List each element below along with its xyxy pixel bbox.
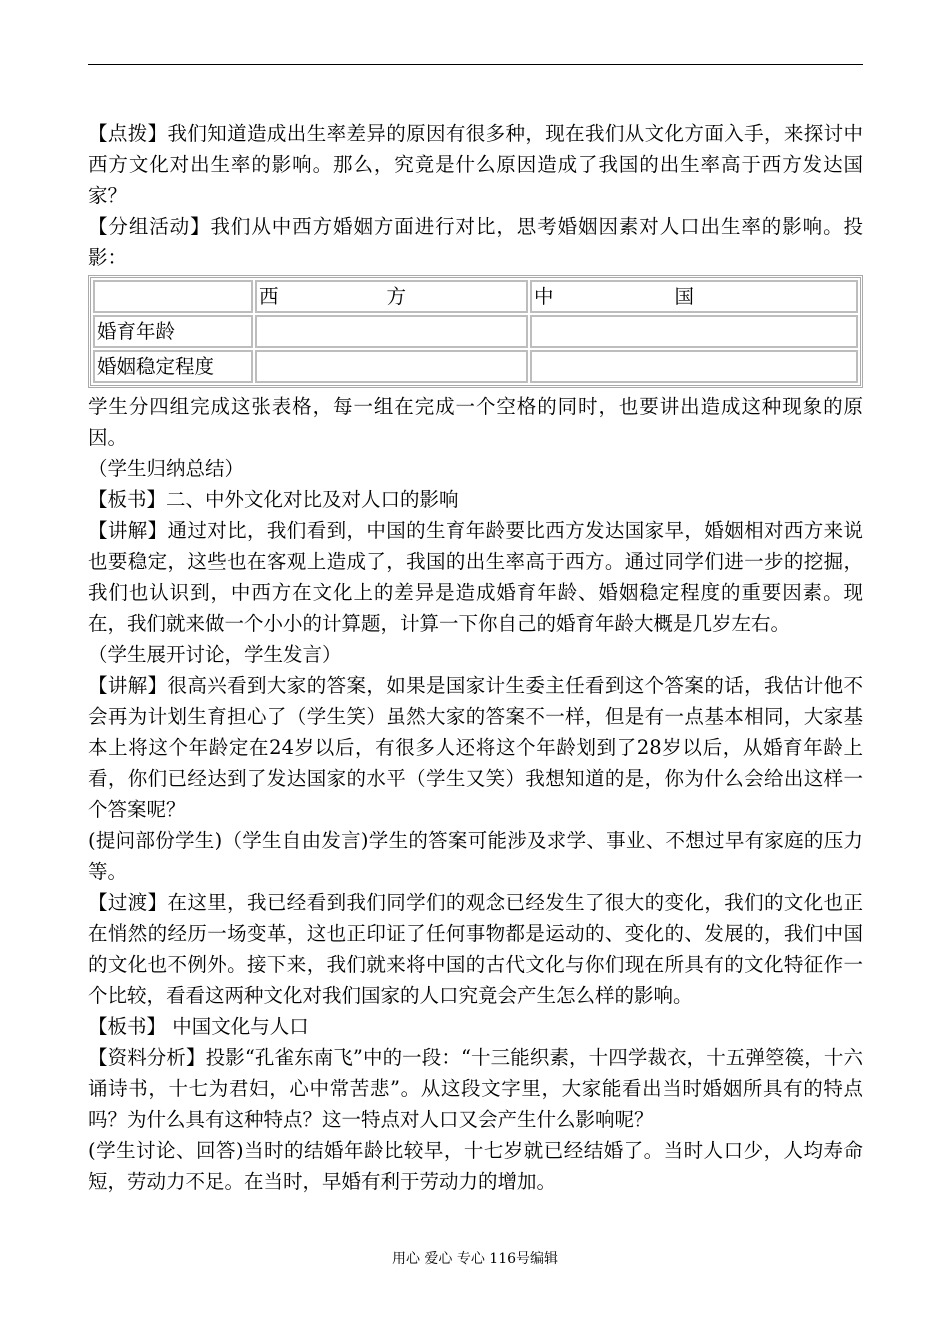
table-cell-china <box>530 315 858 348</box>
table-header-row <box>93 280 858 313</box>
table-header-west <box>255 280 528 313</box>
table-header-west-char-2: 方 <box>386 285 406 308</box>
paragraph-explanation-2: 【讲解】很高兴看到大家的答案，如果是国家计生委主任看到这个答案的话，我估计他不会再为计划生育担心了（学生笑）虽然大家的答案不一样，但是有一点基本相同，大家基本上将这个年龄定在24岁以后，有很多人还将这个年龄划到了28岁以后，从婚育年龄上看，你们已经达到了发达国家的水平（学生又笑）我想知道的是，你为什么会给出这样一个答案呢？ <box>88 674 863 821</box>
paragraph-explanation-1: 【讲解】通过对比，我们看到，中国的生育年龄要比西方发达国家早，婚姻相对西方来说也要稳定，这些也在客观上造成了，我国的出生率高于西方。通过同学们进一步的挖掘，我们也认识到，中西方在文化上的差异是造成婚育年龄、婚姻稳定程度的重要因素。现在，我们就来做一个小小的计算题，计算一下你自己的婚育年龄大概是几岁左右。 <box>88 519 863 635</box>
paragraph-board-heading-2: 【板书】二、中外文化对比及对人口的影响 <box>88 488 459 511</box>
paragraph-material-analysis: 【资料分析】投影“孔雀东南飞”中的一段：“十三能织素，十四学裁衣，十五弹箜篌，十六诵诗书，十七为君妇，心中常苦悲”。从这段文字里，大家能看出当时婚姻所具有的特点吗？为什么具有这种特点？这一特点对人口又会产生什么影响呢？ <box>88 1046 863 1131</box>
table-cell-west <box>255 315 528 348</box>
table-corner-cell <box>93 280 253 313</box>
table-header-china <box>530 280 858 313</box>
paragraph-group-instructions: 学生分四组完成这张表格，每一组在完成一个空格的同时，也要讲出造成这种现象的原因。 <box>88 395 863 449</box>
paragraph-student-response: (学生讨论、回答)当时的结婚年龄比较早，十七岁就已经结婚了。当时人口少，人均寿命短，劳动力不足。在当时，早婚有利于劳动力的增加。 <box>88 1139 863 1193</box>
table-row <box>93 350 858 383</box>
paragraph-student-discussion: （学生展开讨论，学生发言） <box>88 643 342 666</box>
paragraph-student-summary: （学生归纳总结） <box>88 457 245 480</box>
table-row-label: 婚姻稳定程度 <box>93 350 253 383</box>
table-header-west-char-1: 西 <box>259 285 279 308</box>
paragraph-hint: 【点拨】我们知道造成出生率差异的原因有很多种，现在我们从文化方面入手，来探讨中西方文化对出生率的影响。那么，究竟是什么原因造成了我国的出生率高于西方发达国家？ <box>88 122 863 207</box>
table-row <box>93 315 858 348</box>
document-body <box>88 118 863 1197</box>
table-cell-china <box>530 350 858 383</box>
page-footer: 用心 爱心 专心 116号编辑 <box>391 1251 559 1267</box>
header-rule <box>88 64 863 65</box>
table-cell-west <box>255 350 528 383</box>
comparison-table-frame <box>88 275 863 388</box>
paragraph-group-activity: 【分组活动】我们从中西方婚姻方面进行对比，思考婚姻因素对人口出生率的影响。投影： <box>88 215 863 269</box>
table-row-label: 婚育年龄 <box>93 315 253 348</box>
paragraph-board-heading-3: 【板书】 中国文化与人口 <box>88 1015 309 1038</box>
paragraph-student-answers: (提问部份学生)（学生自由发言)学生的答案可能涉及求学、事业、不想过早有家庭的压力等。 <box>88 829 863 883</box>
table-header-china-char-2: 国 <box>674 285 694 308</box>
comparison-table <box>91 278 860 385</box>
paragraph-transition: 【过渡】在这里，我已经看到我们同学们的观念已经发生了很大的变化，我们的文化也正在悄然的经历一场变革，这也正印证了任何事物都是运动的、变化的、发展的，我们中国的文化也不例外。接下来，我们就来将中国的古代文化与你们现在所具有的文化特征作一个比较，看看这两种文化对我们国家的人口究竟会产生怎么样的影响。 <box>88 891 863 1007</box>
table-header-china-char-1: 中 <box>534 285 554 308</box>
